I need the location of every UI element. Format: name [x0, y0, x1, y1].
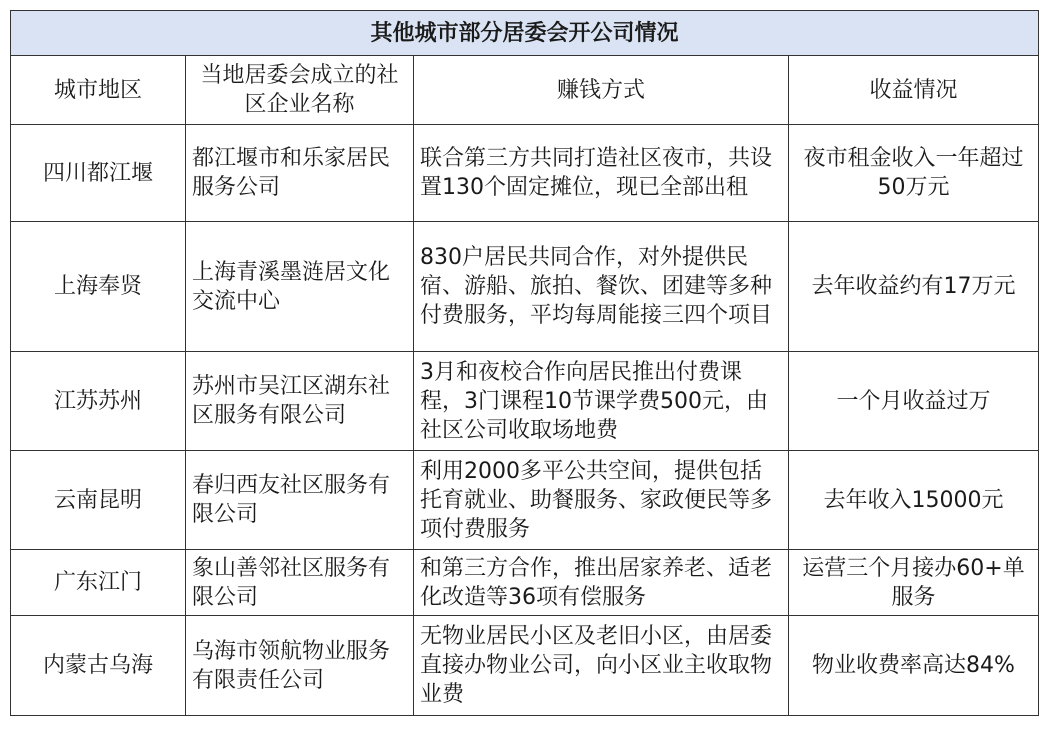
- cell-income[interactable]: 去年收入15000元: [789, 451, 1039, 550]
- data-table: [10, 10, 1039, 716]
- cell-method[interactable]: 无物业居民小区及老旧小区，由居委直接办物业公司，向小区业主收取物业费: [414, 616, 789, 716]
- cell-income[interactable]: 物业收费率高达84%: [789, 616, 1039, 716]
- table-row: [11, 125, 1039, 222]
- title-row: [11, 11, 1039, 56]
- table-row: [11, 352, 1039, 451]
- header-region[interactable]: 城市地区: [11, 56, 186, 125]
- cell-income[interactable]: 去年收益约有17万元: [789, 222, 1039, 352]
- header-company[interactable]: 当地居委会成立的社区企业名称: [186, 56, 414, 125]
- cell-region[interactable]: 广东江门: [11, 550, 186, 616]
- cell-method[interactable]: 和第三方合作，推出居家养老、适老化改造等36项有偿服务: [414, 550, 789, 616]
- header-row: [11, 56, 1039, 125]
- cell-income[interactable]: 一个月收益过万: [789, 352, 1039, 451]
- cell-region[interactable]: 江苏苏州: [11, 352, 186, 451]
- table-title[interactable]: 其他城市部分居委会开公司情况: [11, 11, 1039, 56]
- cell-region[interactable]: 上海奉贤: [11, 222, 186, 352]
- cell-method[interactable]: 联合第三方共同打造社区夜市，共设置130个固定摊位，现已全部出租: [414, 125, 789, 222]
- cell-region[interactable]: 云南昆明: [11, 451, 186, 550]
- cell-company[interactable]: 都江堰市和乐家居民服务公司: [186, 125, 414, 222]
- cell-method[interactable]: 3月和夜校合作向居民推出付费课程，3门课程10节课学费500元，由社区公司收取场地费: [414, 352, 789, 451]
- cell-income[interactable]: 夜市租金收入一年超过50万元: [789, 125, 1039, 222]
- header-income[interactable]: 收益情况: [789, 56, 1039, 125]
- cell-method[interactable]: 利用2000多平公共空间，提供包括托育就业、助餐服务、家政便民等多项付费服务: [414, 451, 789, 550]
- cell-company[interactable]: 苏州市吴江区湖东社区服务有限公司: [186, 352, 414, 451]
- table-row: [11, 222, 1039, 352]
- table-row: [11, 550, 1039, 616]
- table-row: [11, 451, 1039, 550]
- cell-region[interactable]: 内蒙古乌海: [11, 616, 186, 716]
- cell-region[interactable]: 四川都江堰: [11, 125, 186, 222]
- cell-company[interactable]: 象山善邻社区服务有限公司: [186, 550, 414, 616]
- cell-company[interactable]: 上海青溪墨涟居文化交流中心: [186, 222, 414, 352]
- cell-company[interactable]: 乌海市领航物业服务有限责任公司: [186, 616, 414, 716]
- cell-method[interactable]: 830户居民共同合作，对外提供民宿、游船、旅拍、餐饮、团建等多种付费服务，平均每周能接三四个项目: [414, 222, 789, 352]
- cell-income[interactable]: 运营三个月接办60+单服务: [789, 550, 1039, 616]
- table-row: [11, 616, 1039, 716]
- header-method[interactable]: 赚钱方式: [414, 56, 789, 125]
- cell-company[interactable]: 春归西友社区服务有限公司: [186, 451, 414, 550]
